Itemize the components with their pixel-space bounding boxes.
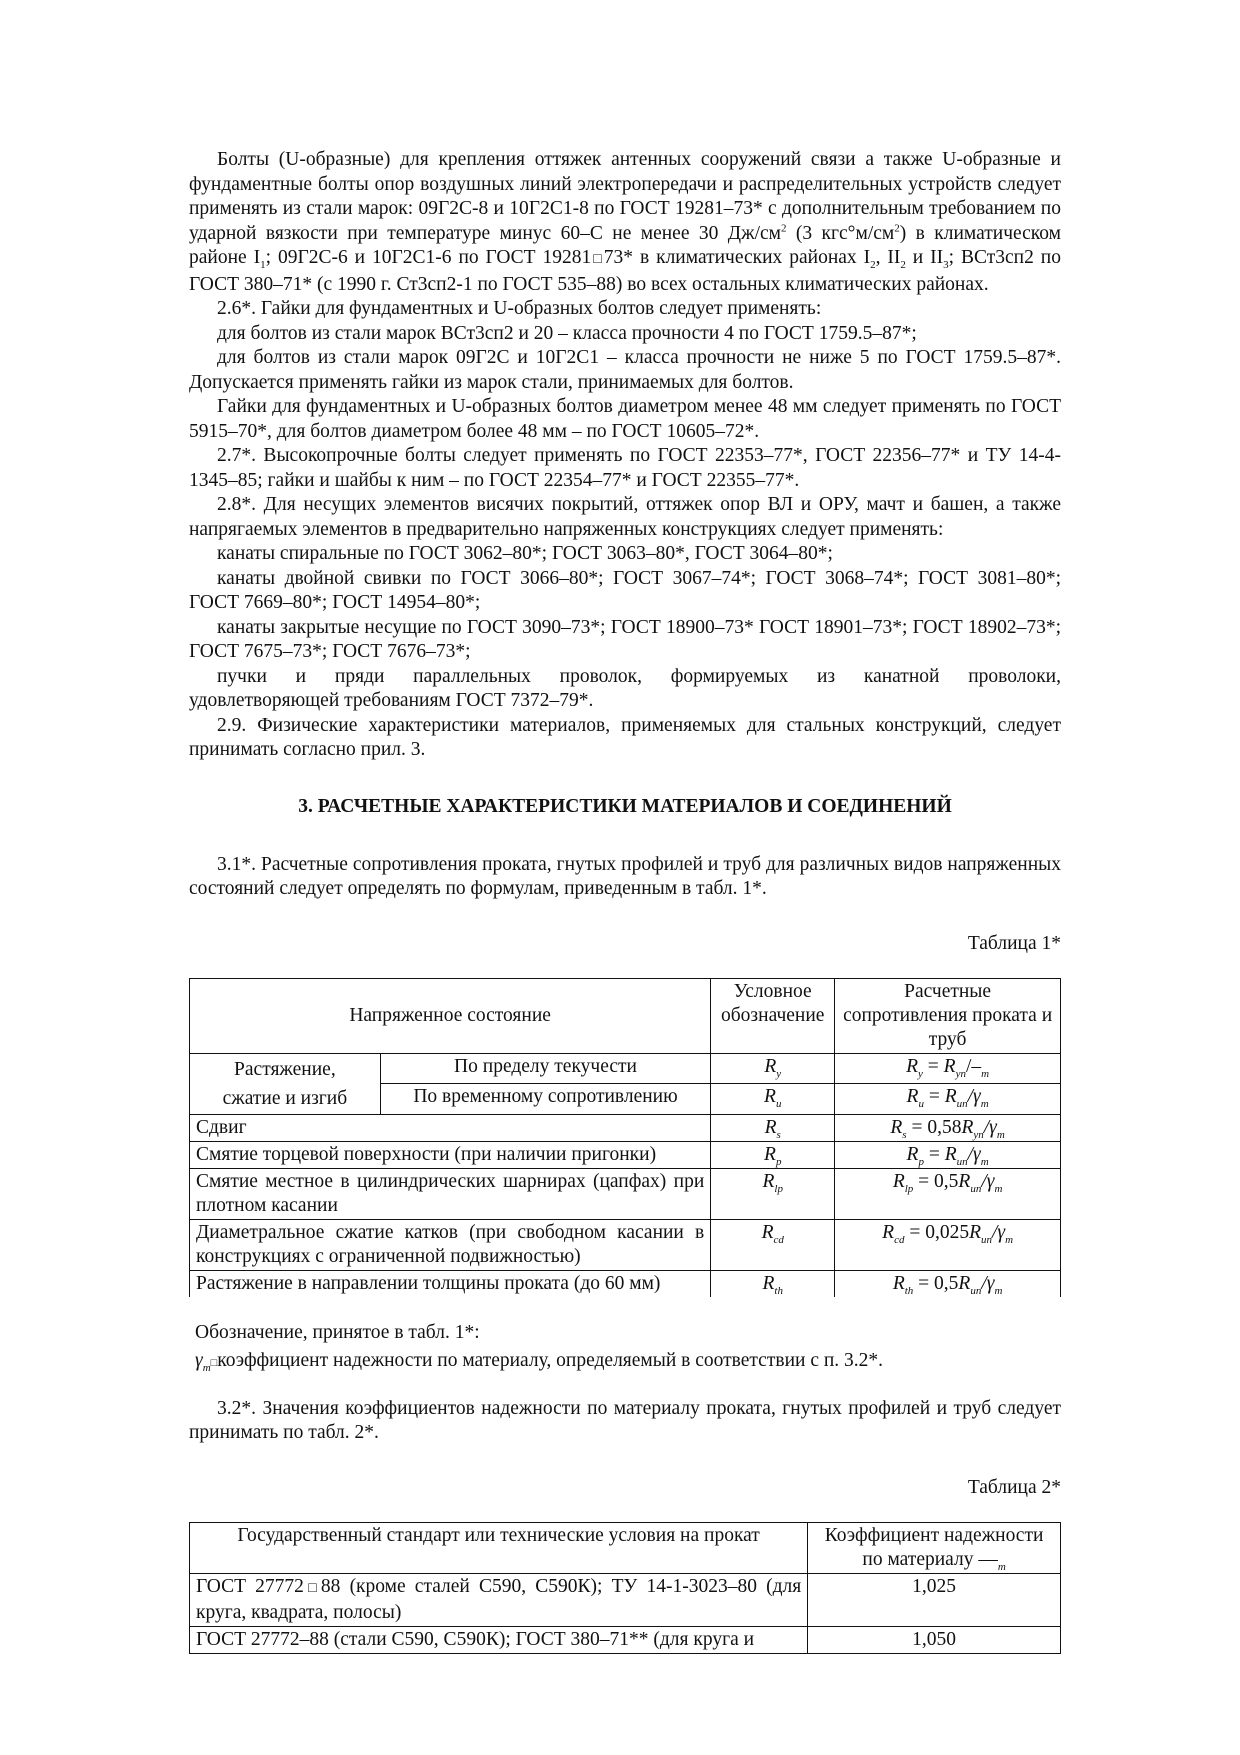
table1-cell-symbol: $R_u$ — [711, 1084, 835, 1115]
formula-symbol: R — [969, 1221, 981, 1243]
table1-cell-state: Диаметральное сжатие катков (при свободном касании в конструкциях с ограниченной подвижностью) — [190, 1219, 711, 1270]
paragraph-3-1: 3.1*. Расчетные сопротивления проката, гнутых профилей и труб для различных видов напряженных состояний следует определять по формулам, приведенным в табл. 1*. — [189, 853, 1061, 899]
formula-text: = 0,58 — [906, 1116, 962, 1138]
table1-cell-state: Растяжение в направлении толщины проката (до 60 мм) — [190, 1270, 711, 1297]
formula-text: = 0,5 — [913, 1272, 959, 1294]
table-row — [190, 1219, 1061, 1270]
table2-cell-std: ГОСТ 27772–88 (стали С590, С590К); ГОСТ 380–71** (для круга и — [190, 1626, 808, 1653]
paragraph-2-6: 2.6*. Гайки для фундаментных и U-образных болтов следует применять: — [217, 298, 822, 319]
formula-symbol: R — [906, 1143, 919, 1165]
formula-symbol: R — [906, 1086, 919, 1107]
table1-cell-state: Смятие местное в цилиндрических шарнирах (цапфах) при плотном касании — [190, 1168, 711, 1219]
table2-header-row — [190, 1522, 1061, 1573]
table1-cell-formula: $R_y = R_{yn}/-_m$ — [835, 1053, 1061, 1084]
formula-text: /γ — [967, 1086, 981, 1107]
table1-cell-formula: $R_s = 0,58R_{yn}/\gamma_m$ — [835, 1114, 1061, 1141]
formula-symbol: R — [892, 1272, 905, 1294]
table1-header-row — [190, 978, 1061, 1053]
table-row — [190, 1573, 1061, 1626]
table-row — [190, 1168, 1061, 1219]
table1-cell-formula: $R_p = R_{un}/\gamma_m$ — [835, 1141, 1061, 1168]
formula-symbol: R — [890, 1116, 903, 1138]
table1-caption: Таблица 1* — [967, 932, 1061, 954]
table-1 — [189, 978, 1061, 1297]
table-row — [190, 1626, 1061, 1653]
table-row — [190, 1141, 1061, 1168]
paragraph-2-6-a: для болтов из стали марок ВСт3сп2 и 20 – класса прочности 4 по ГОСТ 1759.5–87*; — [217, 322, 917, 344]
table1-cell-symbol: $R_{lp}$ — [711, 1168, 835, 1219]
table1-cell-state: Смятие торцевой поверхности (при наличии пригонки) — [190, 1141, 711, 1168]
formula-symbol: R — [944, 1086, 957, 1107]
table2-head-coef: Коэффициент надежности по материалу $—_m$ — [808, 1522, 1061, 1573]
table1-cell-formula: $R_{lp} = 0,5R_{un}/\gamma_m$ — [835, 1168, 1061, 1219]
paragraph-2-8-d-line2: удовлетворяющей требованиям ГОСТ 7372–79*. — [189, 690, 594, 711]
formula-text: = — [923, 1086, 945, 1107]
table1-group-label: Растяжение, сжатие и изгиб — [190, 1053, 381, 1114]
table2-caption: Таблица 2* — [967, 1476, 1061, 1498]
formula-text: /γ — [983, 1116, 997, 1138]
table1-head-symbol: Условное обозначение — [711, 978, 835, 1053]
table-row — [190, 1270, 1061, 1297]
table2-cell-std: ГОСТ 27772□88 (кроме сталей С590, С590К); ТУ 14-1-3023–80 (для круга, квадрата, полосы) — [190, 1573, 808, 1626]
table1-cell-symbol: $R_p$ — [711, 1141, 835, 1168]
table-row — [190, 1053, 1061, 1084]
paragraph-2-8: 2.8*. Для несущих элементов висячих покрытий, оттяжек опор ВЛ и ОРУ, мачт и башен, а также напрягаемых элементов в предварительно напряженных конструкциях следует применять: — [189, 494, 1061, 540]
table2-cell-coef: 1,050 — [808, 1626, 1061, 1653]
note-title: Обозначение, принятое в табл. 1*: — [195, 1321, 480, 1343]
table1-cell-state: По пределу текучести — [380, 1053, 710, 1084]
table1-cell-formula: $R_{cd} = 0,025R_{un}/\gamma_m$ — [835, 1219, 1061, 1270]
note-gamma-line: $\gamma_m□коэффициент$ надежности по материалу, определяемый в соответствии с п. 3.2*. — [195, 1349, 884, 1374]
paragraph-3-2: 3.2*. Значения коэффициентов надежности по материалу проката, гнутых профилей и труб следует принимать по табл. 2*. — [189, 1397, 1061, 1443]
paragraph-2-6-c: Гайки для фундаментных и U-образных болтов диаметром менее 48 мм следует применять по ГОСТ 5915–70*, для болтов диаметром более 48 мм – по ГОСТ 10605–72*. — [189, 396, 1061, 442]
paragraph-2-8-d-line1: пучки и пряди параллельных проволок, формируемых из канатной проволоки, — [217, 665, 1061, 687]
table1-cell-state: Сдвиг — [190, 1114, 711, 1141]
paragraph-bolts: Болты (U-образные) для крепления оттяжек антенных сооружений связи а также U-образные и фундаментные болты опор воздушных линий электропередачи и распределительных устройств следует применять из стали марок: 09Г2С-8 и 10Г2С1-8 по ГОСТ 19281–73* с дополнительным требованием по ударной вязкости при температуре минус 60–С не менее 30 $Дж/см^2$ (3 $кгс^\circ м/см^2$) в климатическом районе $I_1$; 09Г2С-6 и 10Г2С1-6 по ГОСТ 19281□73* в климатических районах $I_2$, $II_2$ и $II_3$; ВСт3сп2 по ГОСТ 380–71* (с 1990 г. Ст3сп2-1 по ГОСТ 535–88) во всех остальных климатических районах. — [189, 149, 1062, 295]
formula-symbol: R — [943, 1055, 956, 1077]
missing-glyph: □ — [210, 1356, 218, 1369]
table1-head-resist: Расчетные сопротивления проката и труб — [835, 978, 1061, 1053]
formula-text: /γ — [981, 1272, 995, 1294]
section-title: 3. РАСЧЕТНЫЕ ХАРАКТЕРИСТИКИ МАТЕРИАЛОВ И СОЕДИНЕНИЙ — [298, 795, 952, 817]
formula-symbol: R — [892, 1170, 905, 1192]
formula-text: /γ — [981, 1170, 995, 1192]
document-page — [189, 148, 1061, 1654]
paragraph-2-9: 2.9. Физические характеристики материалов, применяемых для стальных конструкций, следует принимать согласно прил. 3. — [189, 714, 1061, 760]
formula-text: /– — [965, 1055, 982, 1077]
formula-symbol: R — [944, 1143, 957, 1165]
paragraph-2-8-a: канаты спиральные по ГОСТ 3062–80*; ГОСТ 3063–80*, ГОСТ 3064–80*; — [217, 543, 833, 564]
formula-symbol: R — [958, 1170, 971, 1192]
table1-cell-formula: $R_{th} = 0,5R_{un}/\gamma_m$ — [835, 1270, 1061, 1297]
table1-cell-symbol: $R_{th}$ — [711, 1270, 835, 1297]
formula-symbol: R — [958, 1272, 971, 1294]
table1-cell-symbol: $R_y$ — [711, 1053, 835, 1084]
formula-text: = 0,025 — [904, 1221, 970, 1243]
formula-text: = — [922, 1055, 944, 1077]
table1-cell-symbol: $R_{cd}$ — [711, 1219, 835, 1270]
table1-cell-symbol: $R_s$ — [711, 1114, 835, 1141]
table-row — [190, 1114, 1061, 1141]
formula-text: = 0,5 — [913, 1170, 959, 1192]
paragraph-2-7: 2.7*. Высокопрочные болты следует применять по ГОСТ 22353–77*, ГОСТ 22356–77* и ТУ 14-4-1345–85; гайки и шайбы к ним – по ГОСТ 22354–77* и ГОСТ 22355–77*. — [189, 445, 1061, 491]
table-2 — [189, 1522, 1061, 1654]
formula-text: = — [923, 1143, 945, 1165]
formula-text: /γ — [992, 1221, 1006, 1243]
table1-cell-state: По временному сопротивлению — [380, 1084, 710, 1115]
formula-symbol: R — [961, 1116, 974, 1138]
missing-glyph: □ — [303, 1580, 321, 1596]
formula-text: /γ — [967, 1143, 981, 1165]
formula-symbol: R — [906, 1055, 919, 1077]
missing-glyph: □ — [591, 252, 604, 267]
table2-head-std: Государственный стандарт или технические условия на прокат — [190, 1522, 808, 1573]
table2-cell-coef: 1,025 — [808, 1573, 1061, 1626]
table1-head-state: Напряженное состояние — [190, 978, 711, 1053]
paragraph-2-6-b: для болтов из стали марок 09Г2С и 10Г2С1 – класса прочности не ниже 5 по ГОСТ 1759.5–87*. Допускается применять гайки из марок стали, принимаемых для болтов. — [189, 347, 1061, 393]
paragraph-2-8-b: канаты двойной свивки по ГОСТ 3066–80*; ГОСТ 3067–74*; ГОСТ 3068–74*; ГОСТ 3081–80*; ГОСТ 7669–80*; ГОСТ 14954–80*; — [189, 567, 1061, 613]
table1-cell-formula: $R_u = R_{un}/\gamma_m$ — [835, 1084, 1061, 1115]
table1-note — [189, 1319, 1061, 1377]
paragraph-2-8-c: канаты закрытые несущие по ГОСТ 3090–73*; ГОСТ 18900–73* ГОСТ 18901–73*; ГОСТ 18902–73*; ГОСТ 7675–73*; ГОСТ 7676–73*; — [189, 616, 1061, 662]
formula-symbol: R — [882, 1221, 895, 1243]
